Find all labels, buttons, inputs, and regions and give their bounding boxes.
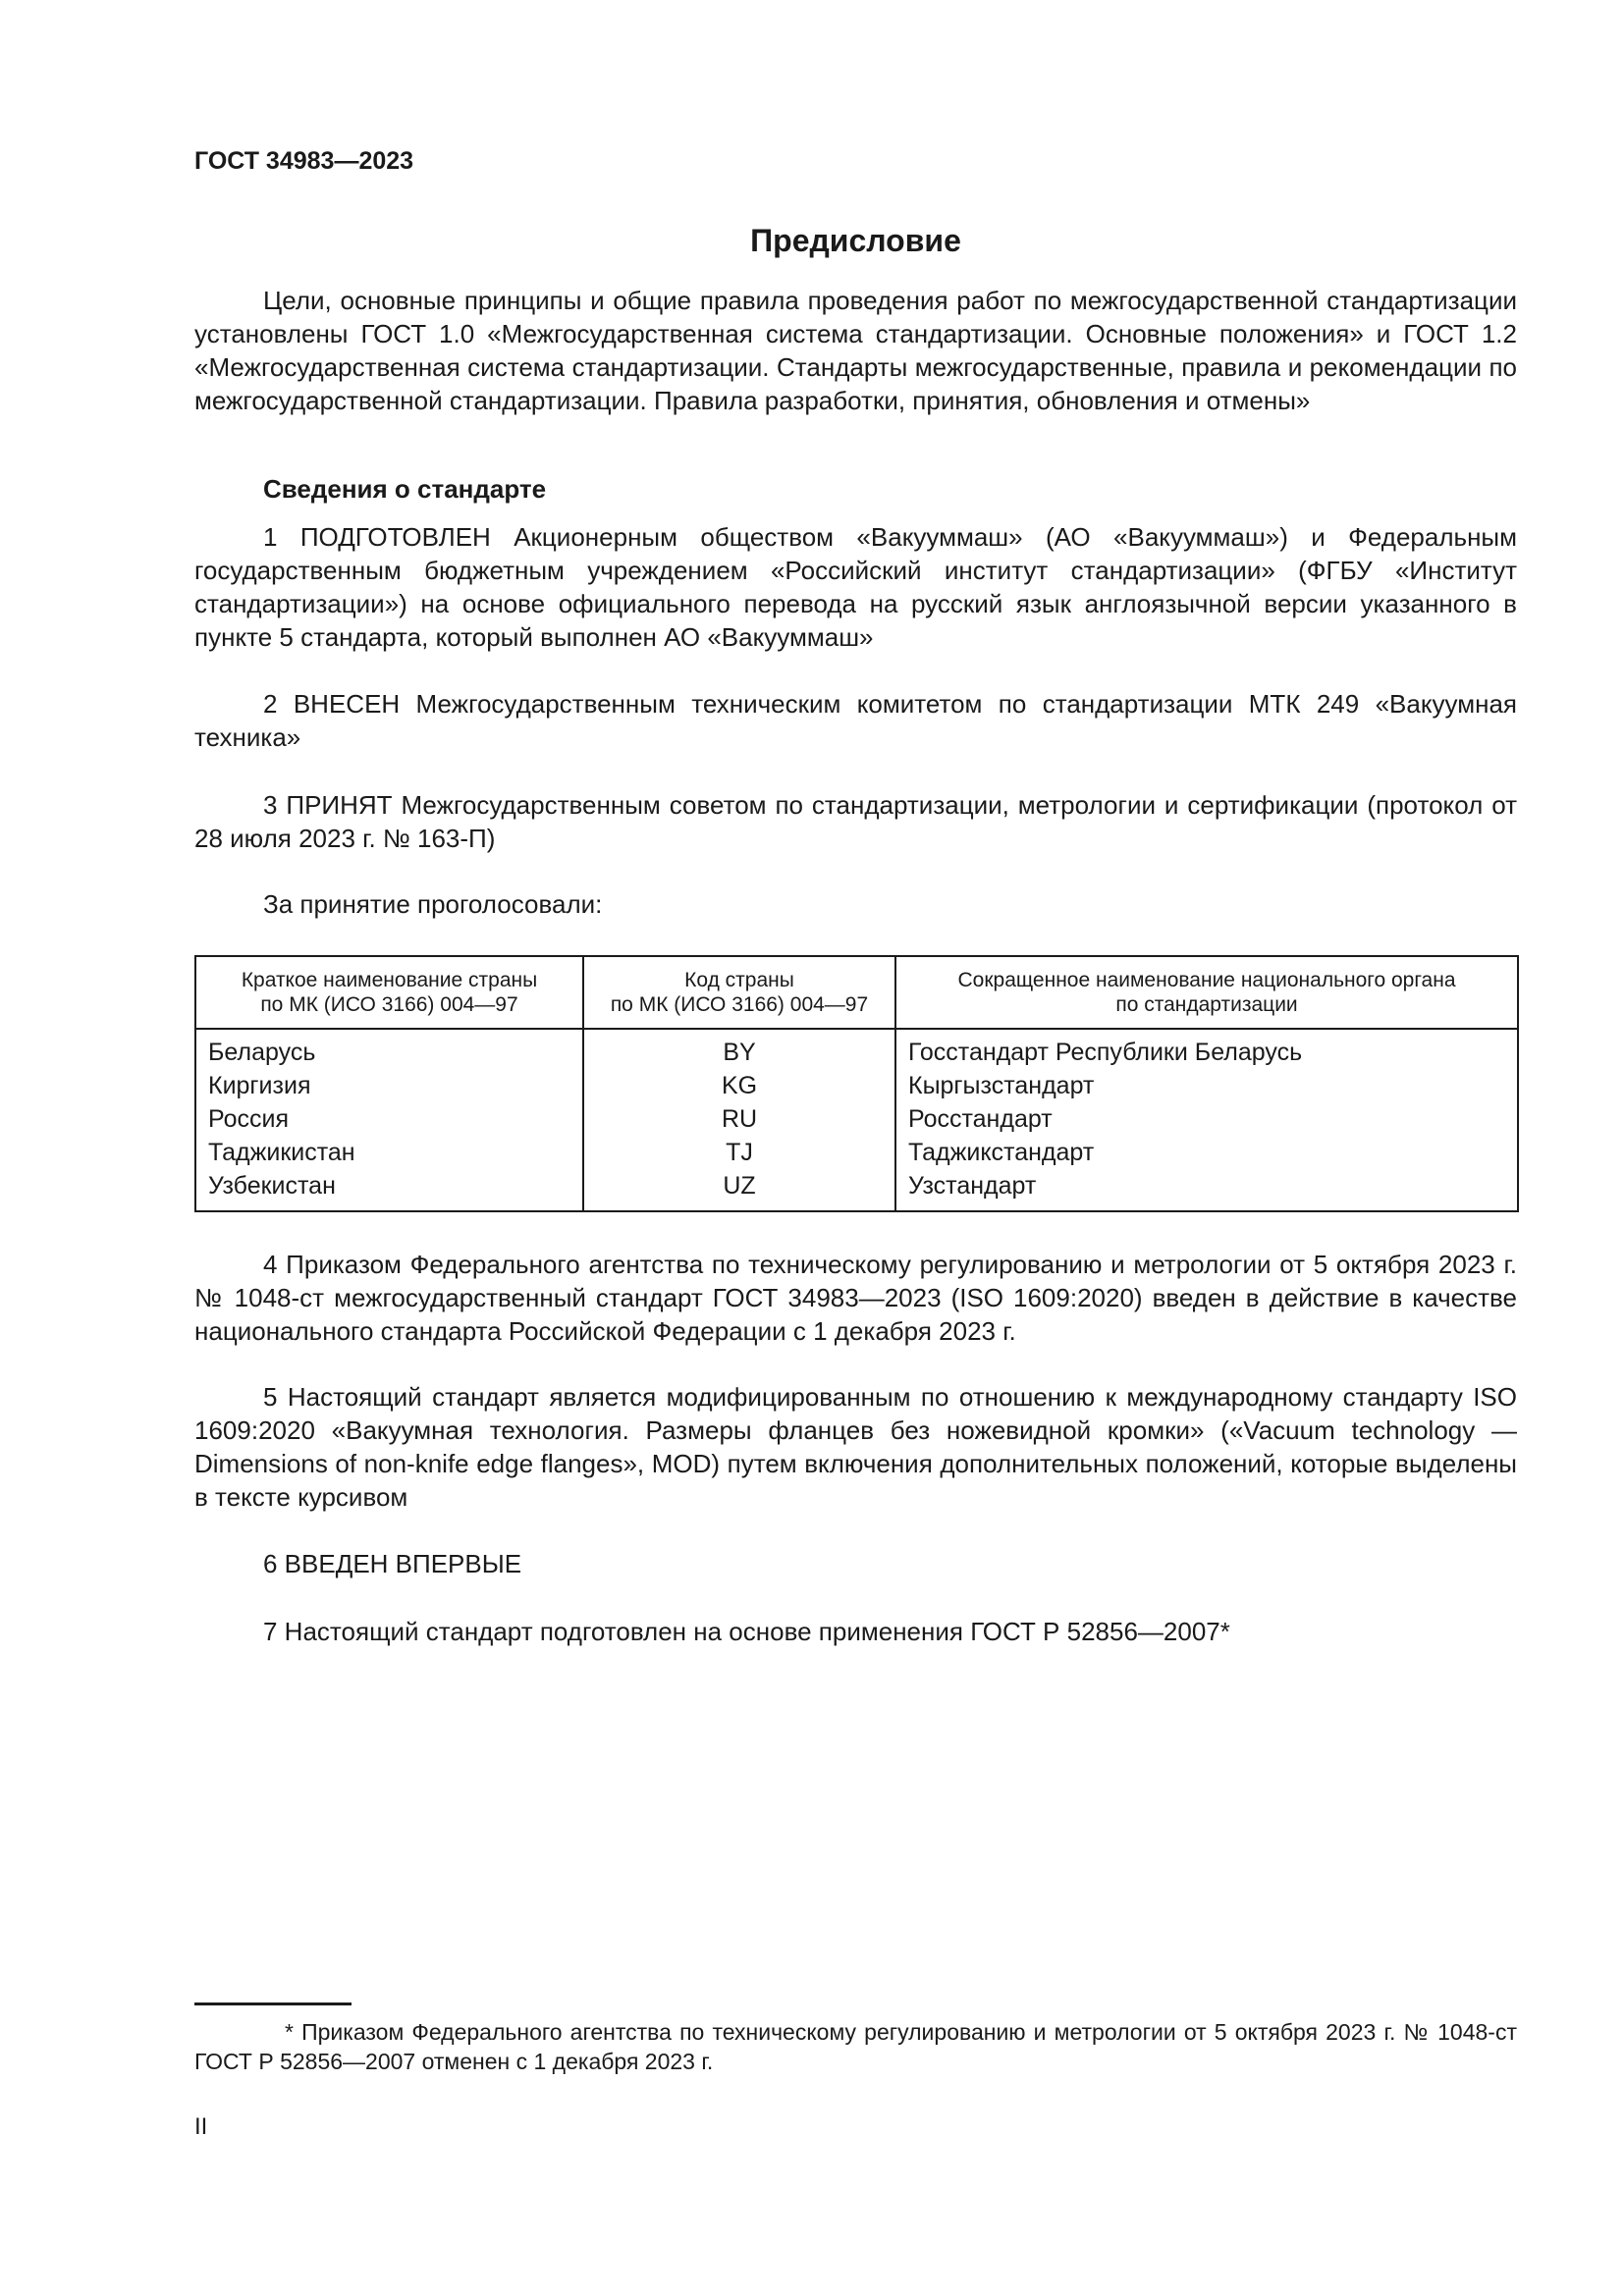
- header-text: Краткое наименование страны: [241, 969, 538, 991]
- code-cell: UZ: [583, 1169, 895, 1211]
- header-text: Код страны: [684, 969, 794, 991]
- national-body-header: [895, 956, 1518, 1029]
- document-code: ГОСТ 34983—2023: [194, 147, 414, 175]
- item-7-paragraph: 7 Настоящий стандарт подготовлен на основе применения ГОСТ Р 52856—2007*: [263, 1617, 1230, 1646]
- body-cell: Кыргызстандарт: [895, 1069, 1518, 1102]
- body-cell: Госстандарт Республики Беларусь: [895, 1029, 1518, 1069]
- item-6-paragraph: 6 ВВЕДЕН ВПЕРВЫЕ: [263, 1549, 522, 1578]
- code-cell: TJ: [583, 1136, 895, 1169]
- footnote: * Приказом Федерального агентства по техническому регулированию и метрологии от 5 октября 2023 г. № 1048-ст ГОСТ Р 52856—2007 отменен с 1 декабря 2023 г.: [194, 2019, 1517, 2074]
- table-row: [195, 1169, 1518, 1211]
- header-text: по стандартизации: [1115, 993, 1298, 1016]
- country-cell: Узбекистан: [195, 1169, 583, 1211]
- table-row: [195, 1136, 1518, 1169]
- table-header-row: [195, 956, 1518, 1029]
- body-cell: Узстандарт: [895, 1169, 1518, 1211]
- country-cell: Киргизия: [195, 1069, 583, 1102]
- header-text: Сокращенное наименование национального органа: [957, 969, 1456, 991]
- vote-intro: За принятие проголосовали:: [263, 889, 603, 919]
- intro-paragraph: Цели, основные принципы и общие правила проведения работ по межгосударственной стандартизации установлены ГОСТ 1.0 «Межгосударственная система стандартизации. Основные положения» и ГОСТ 1.2 «Межгосударственная система стандартизации. Стандарты межгосударственные, правила и рекомендации по межгосударственной стандартизации. Правила разработки, принятия, обновления и отмены»: [194, 286, 1517, 415]
- code-cell: RU: [583, 1102, 895, 1136]
- header-text: по МК (ИСО 3166) 004—97: [260, 993, 518, 1016]
- table-row: [195, 1069, 1518, 1102]
- item-2-paragraph: 2 ВНЕСЕН Межгосударственным техническим комитетом по стандартизации МТК 249 «Вакуумная техника»: [194, 689, 1517, 752]
- page-number: II: [194, 2113, 208, 2140]
- item-4-paragraph: 4 Приказом Федерального агентства по техническому регулированию и метрологии от 5 октября 2023 г. № 1048-ст межгосударственный стандарт ГОСТ 34983—2023 (ISO 1609:2020) введен в действие в качестве национального стандарта Российской Федерации с 1 декабря 2023 г.: [194, 1250, 1517, 1346]
- country-cell: Беларусь: [195, 1029, 583, 1069]
- section-heading: Сведения о стандарте: [263, 474, 547, 504]
- country-cell: Россия: [195, 1102, 583, 1136]
- country-cell: Таджикистан: [195, 1136, 583, 1169]
- body-cell: Таджикстандарт: [895, 1136, 1518, 1169]
- country-name-header: [195, 956, 583, 1029]
- page-title: Предисловие: [750, 223, 961, 258]
- body-cell: Росстандарт: [895, 1102, 1518, 1136]
- item-3-paragraph: 3 ПРИНЯТ Межгосударственным советом по стандартизации, метрологии и сертификации (протокол от 28 июля 2023 г. № 163-П): [194, 790, 1517, 853]
- code-cell: BY: [583, 1029, 895, 1069]
- code-cell: KG: [583, 1069, 895, 1102]
- footnote-divider: [194, 2002, 352, 2005]
- voting-table: [194, 955, 1519, 1212]
- table-row: [195, 1102, 1518, 1136]
- item-1-paragraph: 1 ПОДГОТОВЛЕН Акционерным обществом «Вакууммаш» (АО «Вакууммаш») и Федеральным государственным бюджетным учреждением «Российский институт стандартизации» (ФГБУ «Институт стандартизации») на основе официального перевода на русский язык англоязычной версии указанного в пункте 5 стандарта, который выполнен АО «Вакууммаш»: [194, 522, 1517, 652]
- header-text: по МК (ИСО 3166) 004—97: [610, 993, 869, 1016]
- table-row: [195, 1029, 1518, 1069]
- country-code-header: [583, 956, 895, 1029]
- item-5-paragraph: 5 Настоящий стандарт является модифицированным по отношению к международному стандарту ISO 1609:2020 «Вакуумная технология. Размеры фланцев без ножевидной кромки» («Vacuum technology — Dimensions of non-knife edge flanges», MOD) путем включения дополнительных положений, которые выделены в тексте курсивом: [194, 1382, 1517, 1512]
